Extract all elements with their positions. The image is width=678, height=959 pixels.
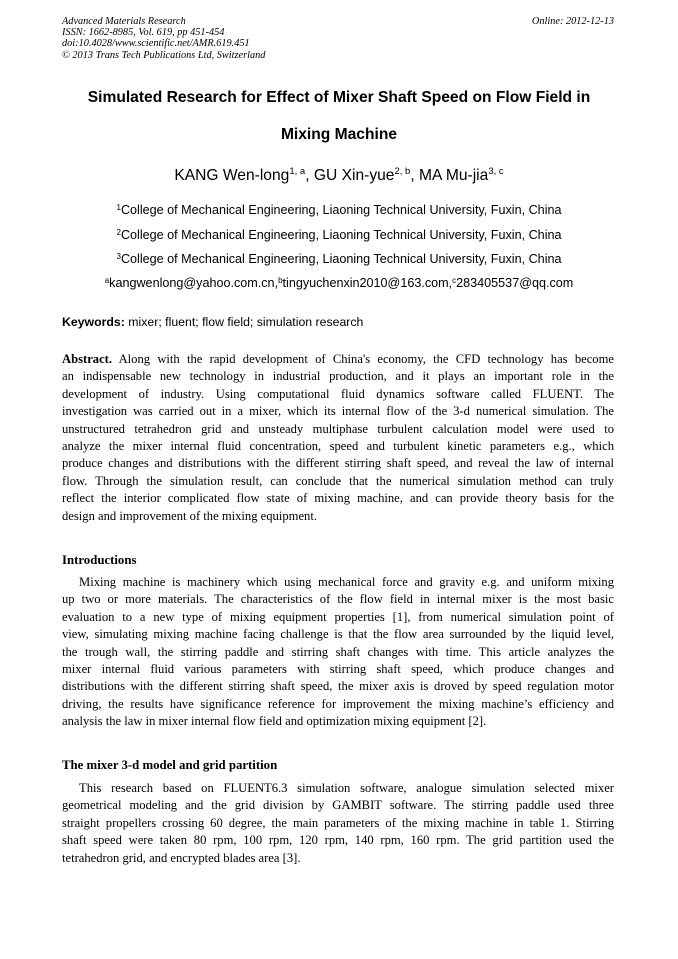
author-3: MA Mu-jia: [419, 167, 489, 184]
email-a[interactable]: kangwenlong@yahoo.com.cn,: [109, 276, 279, 290]
section-heading-introductions: Introductions: [62, 553, 137, 567]
author-list: [62, 166, 616, 188]
online-date: Online: 2012-12-13: [531, 16, 614, 27]
keywords: [62, 315, 363, 330]
email-b[interactable]: tingyuchenxin2010@163.com,: [282, 276, 453, 290]
author-3-affiliation: 3, c: [488, 166, 504, 177]
affiliation-3: $^3$College of Mechanical Engineering, Liaoning Technical University, Fuxin, China: [116, 252, 562, 266]
affiliation-2: $^2$College of Mechanical Engineering, Liaoning Technical University, Fuxin, China: [116, 228, 562, 242]
author-separator: ,: [410, 167, 419, 184]
keywords-label: Keywords:: [62, 315, 125, 329]
issn-line: ISSN: 1662-8985, Vol. 619, pp 451-454: [62, 27, 225, 39]
paper-title-line-2: Mixing Machine: [280, 126, 398, 143]
email-c[interactable]: 283405537@qq.com: [456, 276, 574, 290]
journal-header: [62, 16, 265, 61]
author-1: KANG Wen-long: [174, 167, 290, 184]
abstract: Abstract. Along with the rapid development of China's economy, the CFD technology has become an indispensable new technology in industrial production, and it plays an important role in the development of industry. Using computational fluid dynamics software called FLUENT. The investigation was carried out in a mixer, which its internal flow of the 3-d numerical simulation. The unstructured tetrahedron grid and unsteady multiphase turbulent calculation model were used to analyze the mixer internal fluid concentration, speed and turbulent kinetic parameters e.g., which produce changes and distributions with the different stirring shaft speed, and reveal the law of internal flow. Through the simulation result, can conclude that the numerical simulation method can truly reflect the interior complicated flow state of mixing machine, and can provide theory basis for the design and improvement of the mixing equipment.: [62, 352, 614, 523]
introduction-paragraph: Mixing machine is machinery which using mechanical force and gravity e.g. and uniform mixing up two or more materials. The characteristics of the flow field in internal mixer is the most basic evaluation to a new type of mixing equipment properties [1], from numerical simulation point of view, simulating mixing machine facing challenge is that the flow area surrounded by the liquid level, the trough wall, the stirring paddle and stirring shaft changes with time. This article analyzes the mixer internal fluid various parameters with stirring shaft speed, which produce changes and distributions with the different stirring shaft speed, the mixer axis is droved by speed regulation motor driving, the results have significance reference for improvement the mixing machine’s efficiency and analysis the law in mixer internal flow field and optimization mixing equipment [2].: [62, 575, 614, 729]
author-separator: ,: [305, 167, 314, 184]
affiliation-1: $^1$College of Mechanical Engineering, Liaoning Technical University, Fuxin, China: [116, 203, 562, 217]
section-heading-model: The mixer 3-d model and grid partition: [62, 758, 278, 772]
model-paragraph: This research based on FLUENT6.3 simulation software, analogue simulation selected mixer geometrical modeling and the grid division by GAMBIT software. The stirring paddle used three straight propellers crossing 60 degree, the main parameters of the mixing machine in table 1. Stirring shaft speed were taken 80 rpm, 100 rpm, 120 rpm, 140 rpm, 160 rpm. The grid partition used the tetrahedron grid, and encrypted blades area [3].: [62, 781, 614, 865]
doi-line: doi:10.4028/www.scientific.net/AMR.619.451: [62, 38, 250, 50]
paper-title-line-1: Simulated Research for Effect of Mixer Shaft Speed on Flow Field in: [87, 89, 591, 106]
copyright-line: © 2013 Trans Tech Publications Ltd, Switzerland: [62, 49, 266, 61]
keywords-text: mixer; fluent; flow field; simulation research: [124, 315, 364, 329]
abstract-label: Abstract.: [62, 352, 113, 366]
author-1-affiliation: 1, a: [289, 166, 306, 177]
author-2: GU Xin-yue: [313, 167, 395, 184]
journal-name: Advanced Materials Research: [62, 16, 186, 27]
author-2-affiliation: 2, b: [394, 166, 411, 177]
author-emails: $^a$kangwenlong@yahoo.com.cn,$^b$tingyuchenxin2010@163.com,$^c$283405537@qq.com: [104, 276, 574, 290]
